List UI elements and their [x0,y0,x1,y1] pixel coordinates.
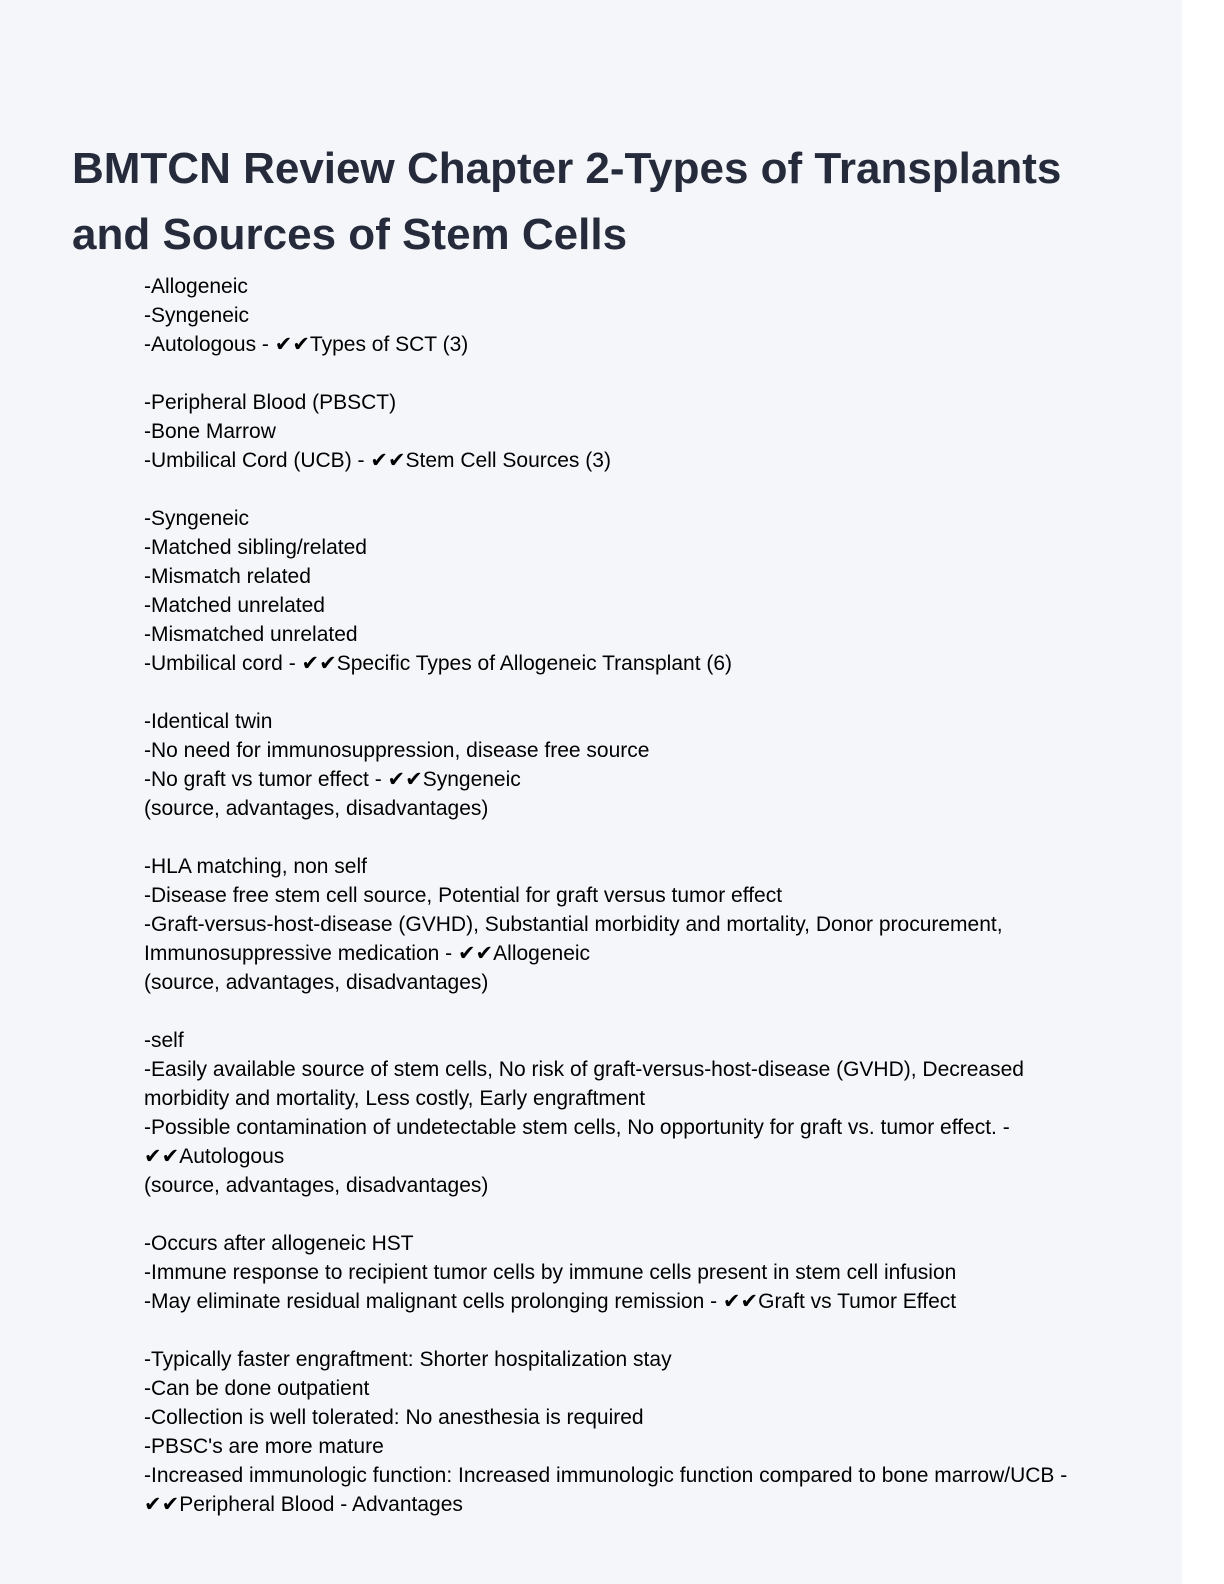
card-line: -Syngeneic [144,507,250,530]
card-line: morbidity and mortality, Less costly, Early engraftment [144,1087,646,1110]
card-line: -Graft-versus-host-disease (GVHD), Substantial morbidity and mortality, Donor procurement, [144,913,1003,936]
card-line: -self [144,1029,184,1052]
card-line: -HLA matching, non self [144,855,367,878]
flashcard-list [144,272,1124,1548]
card-line: -Matched unrelated [144,594,325,617]
card-line: ✔✔Autologous [144,1145,285,1168]
flashcard-stem-cell-sources [144,388,1124,475]
card-line: -Can be done outpatient [144,1377,370,1400]
card-line: -Disease free stem cell source, Potential for graft versus tumor effect [144,884,783,907]
card-line: -Immune response to recipient tumor cells by immune cells present in stem cell infusion [144,1261,957,1284]
card-line: -Mismatched unrelated [144,623,358,646]
card-line: -Autologous - ✔✔Types of SCT (3) [144,333,469,356]
card-line: -May eliminate residual malignant cells prolonging remission - ✔✔Graft vs Tumor Effect [144,1290,957,1313]
card-line: -Bone Marrow [144,420,276,443]
card-line: -Increased immunologic function: Increased immunologic function compared to bone marrow/UCB - [144,1464,1068,1487]
card-line: -No graft vs tumor effect - ✔✔Syngeneic [144,768,521,791]
card-line: -Typically faster engraftment: Shorter hospitalization stay [144,1348,672,1371]
flashcard-autologous [144,1026,1124,1200]
card-line: -Possible contamination of undetectable stem cells, No opportunity for graft vs. tumor effect. - [144,1116,1010,1139]
card-line: (source, advantages, disadvantages) [144,1174,489,1197]
flashcard-peripheral-blood-advantages [144,1345,1124,1519]
flashcard-types-of-sct [144,272,1124,359]
card-line: -Allogeneic [144,275,248,298]
card-line: -No need for immunosuppression, disease free source [144,739,650,762]
flashcard-graft-vs-tumor [144,1229,1124,1316]
document-title: BMTCN Review Chapter 2-Types of Transplants and Sources of Stem Cells [72,144,1062,259]
card-line: -Occurs after allogeneic HST [144,1232,414,1255]
card-line: -Identical twin [144,710,273,733]
card-line: -Umbilical Cord (UCB) - ✔✔Stem Cell Sources (3) [144,449,611,472]
card-line: -Collection is well tolerated: No anesthesia is required [144,1406,644,1429]
card-line: -Easily available source of stem cells, No risk of graft-versus-host-disease (GVHD), Decreased [144,1058,1024,1081]
card-line: -Matched sibling/related [144,536,367,559]
flashcard-syngeneic [144,707,1124,823]
card-line: -Peripheral Blood (PBSCT) [144,391,397,414]
card-line: (source, advantages, disadvantages) [144,797,489,820]
card-line: -Mismatch related [144,565,311,588]
card-line: -Umbilical cord - ✔✔Specific Types of Allogeneic Transplant (6) [144,652,733,675]
card-line: Immunosuppressive medication - ✔✔Allogeneic [144,942,591,965]
card-line: -PBSC's are more mature [144,1435,384,1458]
card-line: -Syngeneic [144,304,250,327]
flashcard-allogeneic-types [144,504,1124,678]
card-line: (source, advantages, disadvantages) [144,971,489,994]
card-line: ✔✔Peripheral Blood - Advantages [144,1493,463,1516]
flashcard-allogeneic [144,852,1124,997]
